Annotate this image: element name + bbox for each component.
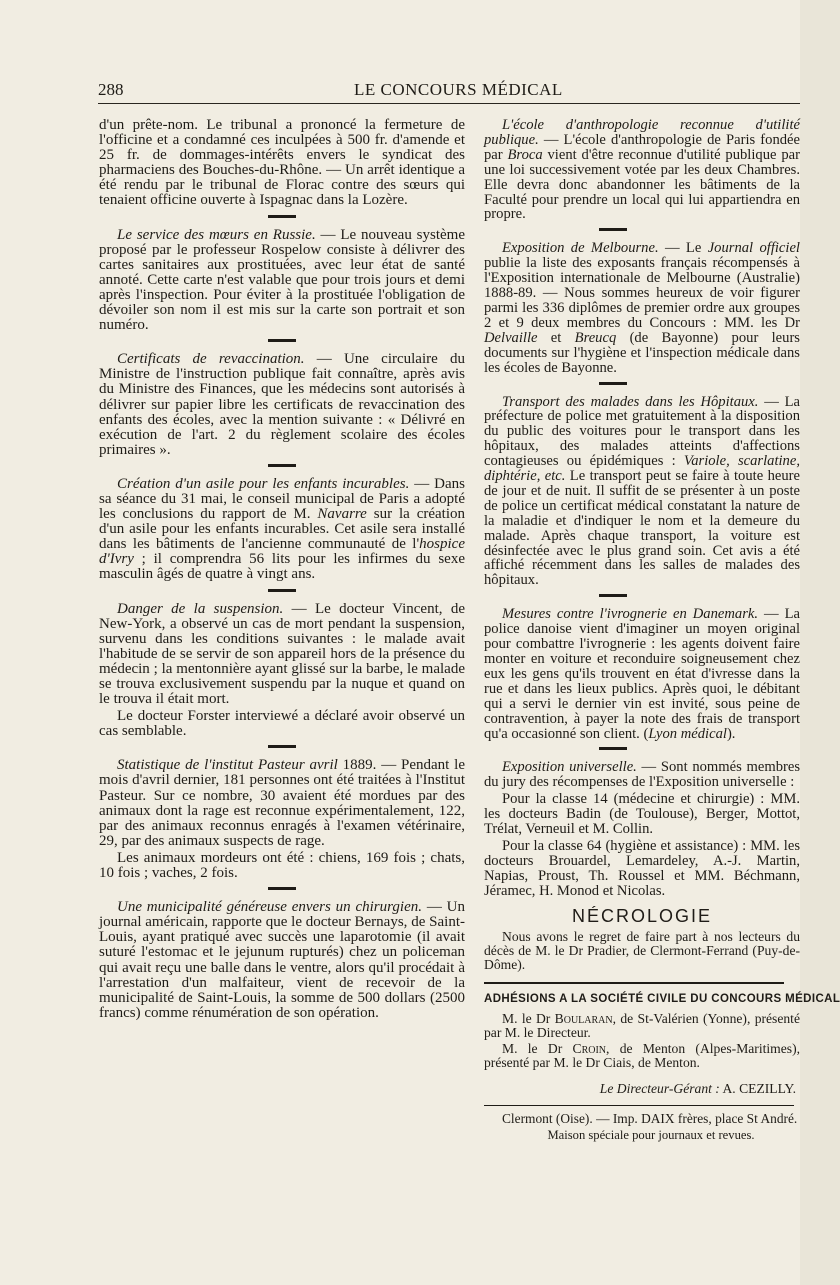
printer-line: Clermont (Oise). — Imp. DAIX frères, place St André. [502,1111,798,1127]
article-title: Exposition de Melbourne. [502,240,659,257]
article-melbourne [484,241,800,375]
section-rule [484,982,784,984]
article-body: Les animaux mordeurs ont été : chiens, 169 fois ; chats, 10 fois ; vaches, 2 fois. [99,849,465,882]
article-title: Transport des malades dans les Hôpitaux. [502,393,759,410]
separator-rule [599,747,627,750]
separator-rule [268,215,296,218]
person-name: Navarre [317,506,367,523]
article-anthropology [484,118,800,222]
article-transport [484,395,800,589]
article-body: — La police danoise vient d'imaginer un moyen original pour combattre l'ivrognerie : les agents doivent faire monter en voiture et reconduire soigneusement chez eux les gens qu'ils trouvent en état d'ivresse dans la rue et dans les lieux publics. Après quoi, le débitant qui a servi le dernier vin est invité, sous peine de contravention, à payer la note des frais de transport qu'a occasionné son client. ( [484,606,800,742]
separator-rule [599,594,627,597]
article-body: vient d'être reconnue d'utilité publique par une loi successivement votée par les deux Chambres. Elle devra donc abandonner les bâtiments de la Faculté pour prendre un local qui lui appartiendra en propre. [484,146,800,223]
article-body: — La préfecture de police met gratuitement à la disposition du public des voitures pour le transport dans les hôpitaux, des malades atteints d'affections contagieuses ou épidémiques : [484,393,800,470]
article-russia [99,228,465,334]
article-body: ). [726,725,736,742]
article-body: Pour la classe 14 (médecine et chirurgie) : MM. les docteurs Badin (de Toulouse), Berger, Mottot, Trélat, Verneuil et M. Collin. [484,791,800,838]
article-body: Le transport peut se faire à toute heure de jour et de nuit. Il suffit de se présenter à un poste de police un certificat médical constatant la nature de la maladie et d'indiquer le nom et la demeure du malade. Après chaque transport, la voiture est désinfectée avec le plus grand soin. Cet avis a été affiché récemment dans les salles de malades des hôpitaux. [484,468,800,589]
article-body: sur la création d'un asile pour les enfants incurables. Cet asile sera installé dans les bâtiments de l'ancienne communauté de l' [99,506,465,553]
person-name: Broca [507,146,543,163]
article-body: — Le docteur Vincent, de New-York, a observé un cas de mort pendant la suspension, survenu dans les conditions suivantes : le malade avait l'habitude de se servir de son appareil hors de la présence du médecin ; la mentonnière ayant glissé sur la barbe, le malade se trouva exclusivement suspendu par la nuque et quand on le trouva il était mort. [99,600,465,708]
page-number: 288 [98,80,124,99]
article-body: Pour la classe 64 (hygiène et assistance) : MM. les docteurs Brouardel, Lemardeley, A.-J. Martin, Napias, Proust, Th. Roussel et MM. Béchmann, Jéramec, H. Monod et Nicolas. [484,837,800,899]
adhesion-text: , de St-Valérien (Yonne), présenté par M. le Directeur. [484,1011,800,1041]
printer-tagline: Maison spéciale pour journaux et revues. [547,1128,755,1143]
separator-rule [268,464,296,467]
member-name: Boularan [554,1011,613,1027]
separator-rule [268,589,296,592]
article-body: 1889. — Pendant le mois d'avril dernier, 181 personnes ont été traitées à l'Institut Pasteur. Sur ce nombre, 30 avaient été mordues par des animaux dont la rage est reconnue expérimentalement, 122, par des animaux reconnus enragés à l'examen vétérinaire, 29, par des animaux suspects de rage. [99,757,465,849]
adhesion-item [484,1012,800,1040]
article-title: Mesures contre l'ivrognerie en Danemark. [502,606,759,623]
article-body: et [537,329,575,346]
article-drunkenness [484,607,800,741]
article-asylum [99,477,465,583]
article-pasteur-animals [99,851,465,881]
adhesion-text: M. le Dr [502,1041,573,1057]
article-title: L'école d'anthropologie reconnue d'utilité publique. [484,117,800,148]
header-rule [98,103,800,104]
article-body: publie la liste des exposants français récompensés à l'Exposition internationale de Melbourne (Australie) 1888-89. — Nous sommes heureux de voir figurer parmi les 336 diplômes de premier ordre aux groupes 2 et 9 deux membres du Concours : MM. les Dr [484,255,800,331]
article-suspension [99,602,465,708]
person-name: Delvaille [484,329,538,346]
separator-rule [268,339,296,342]
jury-class-64 [484,839,800,899]
person-name: Breucq [574,329,617,346]
place-name: hospice d'Ivry [99,536,465,568]
article-suspension-followup [99,709,465,739]
adhesion-text: , de Menton (Alpes-Maritimes), présenté par M. le Dr Ciais, de Menton. [484,1041,800,1071]
article-body: (de Bayonne) pour leurs documents sur l'hygiène et l'inspection médicale dans les écoles de Bayonne. [484,329,800,376]
article-revaccination [99,352,465,458]
necrology-text: Nous avons le regret de faire part à nos lecteurs du décès de M. le Dr Pradier, de Clermont-Ferrand (Puy-de-Dôme). [484,928,800,972]
article-body: d'un prête-nom. Le tribunal a prononcé la fermeture de l'officine et a condamné ces inculpées à 500 fr. d'amende et 25 fr. de dommages-intérêts envers le syndicat des pharmaciens des Bouches-du-Rhône. — Un arrêt identique a été rendu par le tribunal de Florac contre des sœurs qui tenaient officine ouverte à Ispagnac dans la Lozère. [99,117,465,209]
article-municipality [99,900,465,1021]
jury-class-14 [484,792,800,837]
article-body: — Dans sa séance du 31 mai, le conseil municipal de Paris a adopté les conclusions du rapport de M. [99,475,466,523]
journal-name: Journal officiel [707,240,800,257]
disease-list: Variole, scarlatine, diphtérie, etc. [484,453,800,485]
article-title: Statistique de l'institut Pasteur avril [117,757,338,774]
article-body: — L'école d'anthropologie de Paris fondée par [484,131,800,163]
article-title: Le service des mœurs en Russie. [117,226,316,243]
article-pasteur-statistics [99,758,465,849]
adhesion-text: M. le Dr [502,1011,555,1027]
article-title: Création d'un asile pour les enfants incurables. [117,475,410,492]
source-name: Lyon médical [648,725,727,742]
article-body: ; il comprendra 56 lits pour les infirmes du sexe masculin âgés de quatre à vingt ans. [99,551,465,583]
adhesions-heading: ADHÉSIONS A LA SOCIÉTÉ CIVILE DU CONCOURS MÉDICAL [484,992,840,1005]
article-pharmacy-ruling [99,118,465,209]
footer-rule [484,1105,794,1106]
page-header [98,76,800,102]
director-signature [484,1082,800,1097]
journal-title: LE CONCOURS MÉDICAL [354,80,563,99]
separator-rule [599,382,627,385]
director-name: A. CEZILLY. [719,1081,796,1097]
article-body: — Un journal américain, rapporte que le docteur Bernays, de Saint-Louis, ayant pratiqué avec succès une laparotomie (il avait suturé l'estomac et le jejunum rupturés) chez un policeman qui avait reçu une balle dans le ventre, alors qu'il procédait à l'arrestation d'un malfaiteur, vient de recevoir de la municipalité de Saint-Louis, la somme de 500 dollars (2500 francs) comme rénumération de son opération. [99,899,465,1021]
adhesion-item [484,1042,800,1070]
article-title: Une municipalité généreuse envers un chirurgien. [117,899,422,916]
article-title: Certificats de revaccination. [117,351,305,368]
separator-rule [268,745,296,748]
article-body: — Une circulaire du Ministre de l'instruction publique fait connaître, après avis du Ministre des Finances, que les médecins sont autorisés à délivrer sur papier libre les certificats de revaccination des enfants des écoles, avec la mention suivante : « Délivré en exécution de l'art. 2 du règlement scolaire des écoles primaires ». [99,351,465,458]
article-exposition [484,760,800,790]
member-name: Croin [572,1041,607,1057]
article-body: — Le [658,240,708,257]
article-title: Exposition universelle. [502,759,637,776]
right-column [484,117,840,1145]
necrology-heading: NÉCROLOGIE [571,905,713,926]
article-body: — Le nouveau système proposé par le professeur Rospelow consiste à délivrer des cartes sanitaires aux prostituées, avec leur état de santé annoté. Cette carte n'est valable que pour trois jours et demi après l'inspection. Pour éviter à la prostituée l'obligation de dévoiler son nom il est mis sur la carte son portrait et son numéro. [99,226,465,334]
article-body: Le docteur Forster interviewé a déclaré avoir observé un cas semblable. [99,708,465,740]
article-body: — Sont nommés membres du jury des récompenses de l'Exposition universelle : [484,759,801,791]
separator-rule [599,228,627,231]
left-column [99,118,465,1023]
director-label: Le Directeur-Gérant : [599,1081,720,1097]
article-title: Danger de la suspension. [117,600,284,617]
separator-rule [268,887,296,890]
